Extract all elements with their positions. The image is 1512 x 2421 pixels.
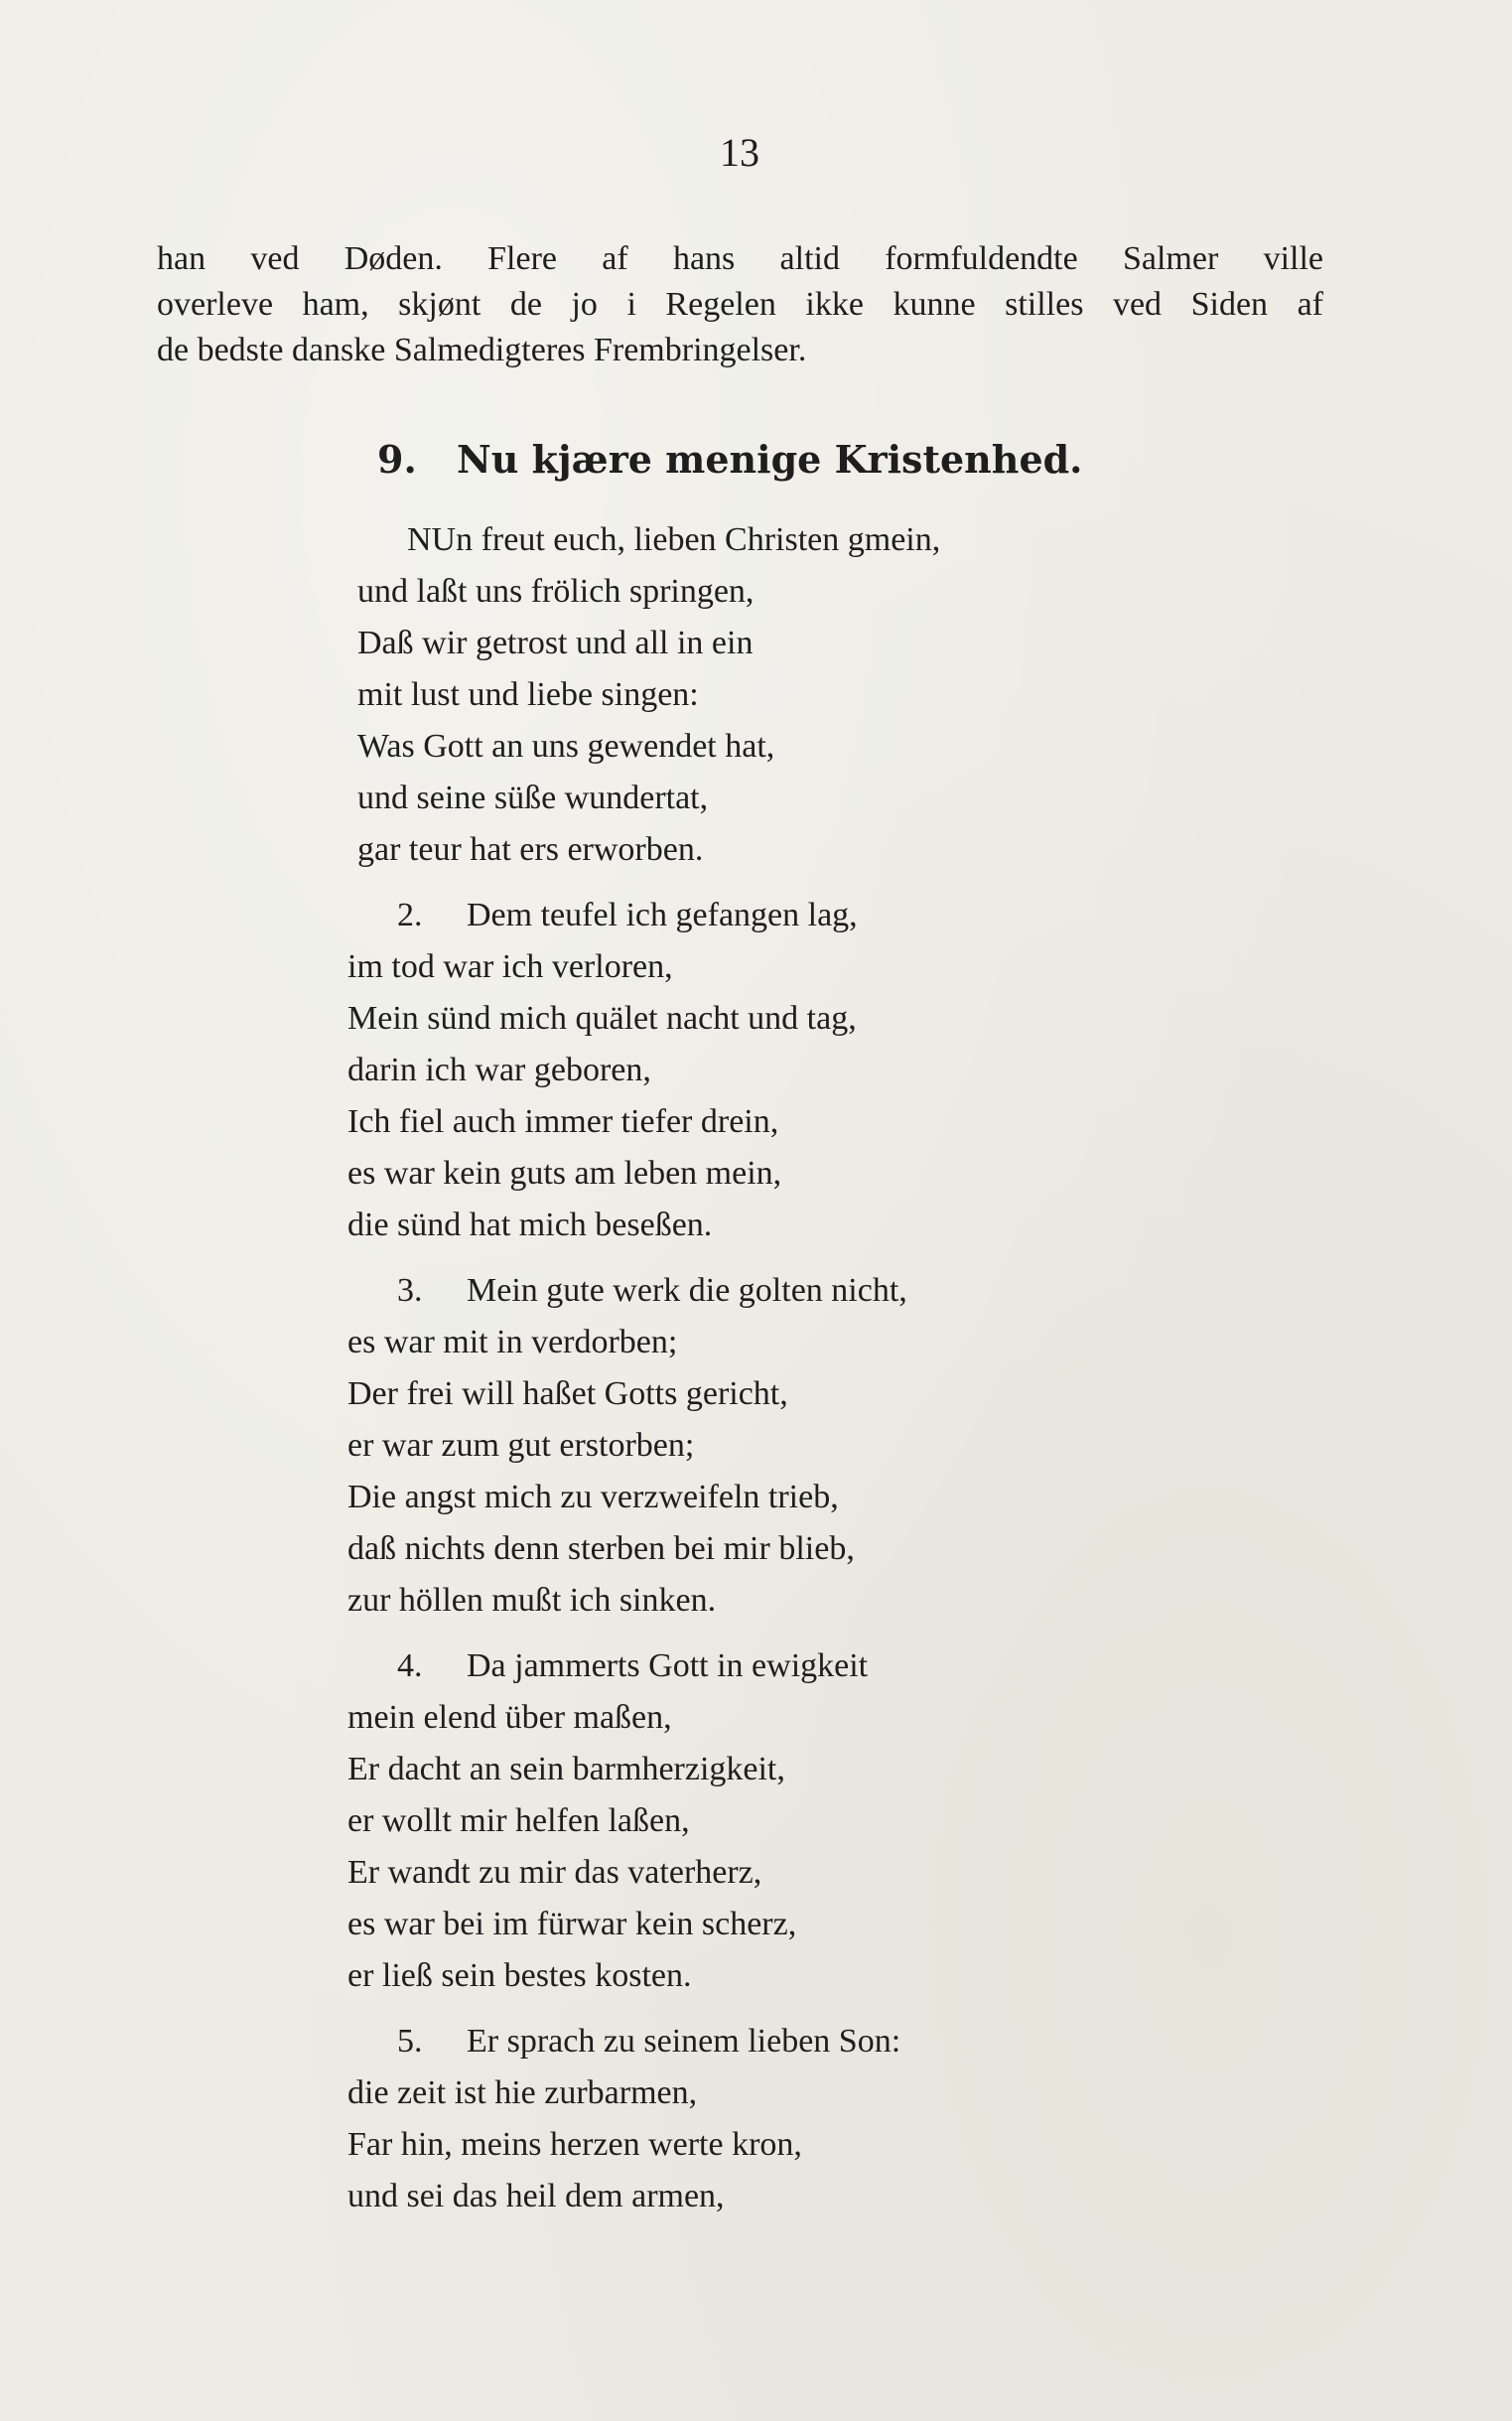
verse-text: darin ich war geboren, (347, 1052, 651, 1088)
verse-line (328, 1847, 1122, 1899)
verse-text: Dem teufel ich gefangen lag, (467, 897, 858, 933)
verse-line (328, 1640, 1122, 1692)
intro-line: de bedste danske Salmedigteres Frembringelser. (157, 332, 807, 368)
intro-line: overleve ham, skjønt de jo i Regelen ikke kunne stilles ved Siden af (157, 286, 1323, 323)
verse-line (328, 618, 1122, 669)
verse-line (328, 1950, 1122, 2002)
verse-text: daß nichts denn sterben bei mir blieb, (347, 1530, 855, 1567)
verse-text: Er sprach zu seinem lieben Son: (467, 2023, 901, 2060)
verse-line (328, 566, 1122, 618)
verse-line (328, 1200, 1122, 1251)
verse-line (328, 1575, 1122, 1627)
hymn-title: Nu kjære menige Kristenhed. (457, 437, 1083, 482)
hymn-heading (377, 437, 1082, 482)
verse-text: die sünd hat mich beseßen. (347, 1207, 713, 1243)
verse-number: 5. (397, 2023, 423, 2060)
verse-line (328, 2171, 1122, 2222)
verse-text: er ließ sein bestes kosten. (347, 1957, 692, 1994)
verse-text: Ich fiel auch immer tiefer drein, (347, 1103, 779, 1140)
verse-line (328, 2067, 1122, 2119)
verse-text: Far hin, meins herzen werte kron, (347, 2126, 802, 2163)
verse-text: die zeit ist hie zurbarmen, (347, 2074, 698, 2111)
verse-text: Daß wir getrost und all in ein (357, 625, 754, 661)
verse-text: zur höllen mußt ich sinken. (347, 1582, 717, 1619)
verse-line (328, 1045, 1122, 1096)
verse-line (328, 2119, 1122, 2171)
verse-text: Da jammerts Gott in ewigkeit (467, 1647, 869, 1684)
verse-text: und sei das heil dem armen, (347, 2178, 725, 2214)
verse-line (328, 824, 1122, 876)
hymn-number: 9. (377, 437, 417, 482)
verse-text: und seine süße wundertat, (357, 780, 709, 816)
verse-line (328, 514, 1122, 566)
verse-line (328, 890, 1122, 941)
verse-text: Die angst mich zu verzweifeln trieb, (347, 1479, 839, 1515)
verse-text: er wollt mir helfen laßen, (347, 1802, 690, 1839)
verse-text: im tod war ich verloren, (347, 948, 673, 985)
verse-text: Er wandt zu mir das vaterherz, (347, 1854, 762, 1891)
verse-line (328, 1472, 1122, 1523)
verse-text: mein elend über maßen, (347, 1699, 672, 1736)
verse-line (328, 1744, 1122, 1795)
intro-paragraph (157, 236, 1323, 373)
verse-line (328, 1795, 1122, 1847)
verse-line (328, 721, 1122, 773)
verse-text: Mein gute werk die golten nicht, (467, 1272, 907, 1309)
verse (328, 514, 1122, 876)
verse-text: und laßt uns frölich springen, (357, 573, 755, 610)
verse (328, 1265, 1122, 1627)
verse-text: Der frei will haßet Gotts gericht, (347, 1375, 788, 1412)
verse-number: 3. (397, 1272, 423, 1309)
hymn-verses (328, 514, 1122, 2236)
verse-text: NUn freut euch, lieben Christen gmein, (407, 521, 941, 558)
verse (328, 2016, 1122, 2222)
verse-text: gar teur hat ers erworben. (357, 831, 704, 868)
verse-text: es war kein guts am leben mein, (347, 1155, 782, 1192)
verse-text: Was Gott an uns gewendet hat, (357, 728, 775, 765)
verse-line (328, 2016, 1122, 2067)
verse-line (328, 1368, 1122, 1420)
verse-line (328, 993, 1122, 1045)
verse-line (328, 1692, 1122, 1744)
verse-line (328, 941, 1122, 993)
verse-text: Er dacht an sein barmherzigkeit, (347, 1751, 785, 1787)
verse-number: 4. (397, 1647, 423, 1684)
verse-number: 2. (397, 897, 423, 933)
verse-line (328, 1148, 1122, 1200)
page-number: 13 (720, 130, 759, 175)
verse-line (328, 1899, 1122, 1950)
verse-line (328, 1317, 1122, 1368)
verse-text: mit lust und liebe singen: (357, 676, 699, 713)
verse-line (328, 1096, 1122, 1148)
verse-text: es war bei im fürwar kein scherz, (347, 1906, 797, 1942)
verse-line (328, 1420, 1122, 1472)
intro-line: han ved Døden. Flere af hans altid formfuldendte Salmer ville (157, 240, 1323, 277)
verse-line (328, 773, 1122, 824)
verse-line (328, 1265, 1122, 1317)
verse-line (328, 1523, 1122, 1575)
verse-text: Mein sünd mich quälet nacht und tag, (347, 1000, 857, 1037)
verse-text: es war mit in verdorben; (347, 1324, 678, 1360)
verse (328, 1640, 1122, 2002)
verse (328, 890, 1122, 1251)
verse-text: er war zum gut erstorben; (347, 1427, 695, 1464)
verse-line (328, 669, 1122, 721)
